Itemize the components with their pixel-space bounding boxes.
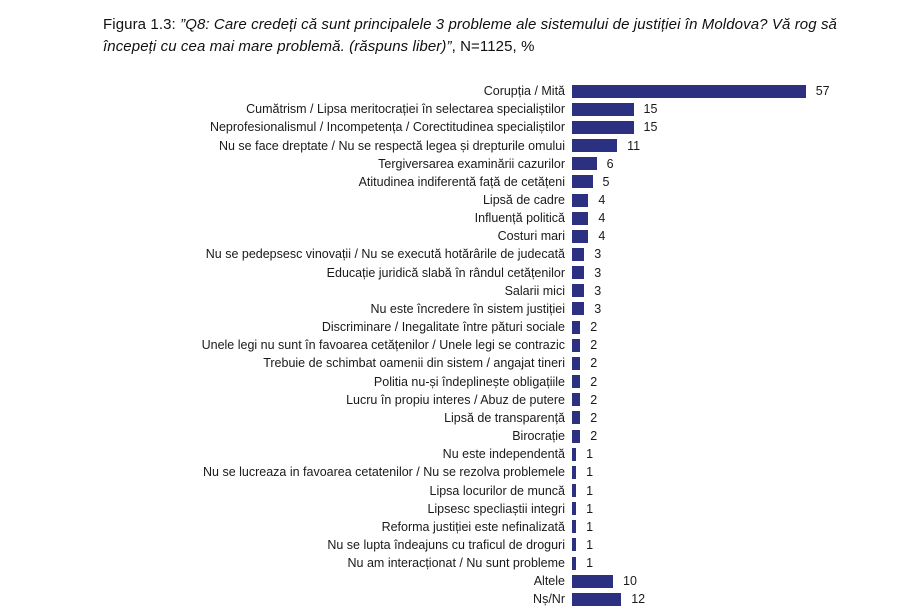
bar-value: 4 bbox=[598, 193, 606, 208]
chart-row bbox=[98, 318, 830, 336]
bar-value: 3 bbox=[594, 265, 602, 280]
bar bbox=[572, 212, 588, 225]
bar bbox=[572, 557, 576, 570]
bar-label: Cumătrism / Lipsa meritocrației în selectarea specialiștilor bbox=[246, 102, 565, 117]
bar-value: 1 bbox=[586, 447, 594, 462]
bar-label: Tergiversarea examinării cazurilor bbox=[378, 156, 565, 171]
bar bbox=[572, 194, 588, 207]
bar bbox=[572, 520, 576, 533]
bar bbox=[572, 538, 576, 551]
chart-row bbox=[98, 336, 830, 354]
figure-title-suffix: , N=1125, % bbox=[451, 38, 535, 55]
chart-row bbox=[98, 391, 830, 409]
bar-value: 2 bbox=[590, 392, 598, 407]
bar bbox=[572, 393, 580, 406]
bar-value: 6 bbox=[606, 156, 614, 171]
bar-label: Nu se lucreaza in favoarea cetatenilor / Nu se rezolva problemele bbox=[203, 465, 565, 480]
bar bbox=[572, 321, 580, 334]
chart-row bbox=[98, 445, 830, 463]
bar-label: Nu se pedepsesc vinovații / Nu se execută hotărârile de judecată bbox=[205, 247, 565, 262]
chart-row bbox=[98, 572, 830, 590]
bar-label: Nu este independentă bbox=[442, 447, 565, 462]
bar-label: Nu se lupta îndeajuns cu traficul de droguri bbox=[327, 537, 565, 552]
chart-row bbox=[98, 191, 830, 209]
bar-label: Corupția / Mită bbox=[483, 84, 565, 99]
chart-row bbox=[98, 409, 830, 427]
bar bbox=[572, 339, 580, 352]
bar bbox=[572, 448, 576, 461]
bar-value: 3 bbox=[594, 283, 602, 298]
bar bbox=[572, 575, 613, 588]
chart-row bbox=[98, 173, 830, 191]
bar-value: 15 bbox=[643, 102, 658, 117]
chart-row bbox=[98, 354, 830, 372]
bar-label: Atitudinea indiferentă față de cetățeni bbox=[358, 174, 565, 189]
bar bbox=[572, 248, 584, 261]
bar bbox=[572, 157, 597, 170]
chart-row bbox=[98, 536, 830, 554]
bar bbox=[572, 593, 621, 606]
bar-label: Birocrație bbox=[512, 429, 565, 444]
bar-value: 12 bbox=[631, 592, 646, 607]
bar-label: Nu am interacționat / Nu sunt probleme bbox=[347, 556, 565, 571]
bar-value: 15 bbox=[643, 120, 658, 135]
bar-label: Altele bbox=[533, 574, 565, 589]
bar bbox=[572, 411, 580, 424]
bar bbox=[572, 484, 576, 497]
chart-row bbox=[98, 590, 830, 608]
chart-row bbox=[98, 209, 830, 227]
figure-caption bbox=[103, 14, 875, 58]
chart-row bbox=[98, 118, 830, 136]
bar-value: 1 bbox=[586, 519, 594, 534]
bar bbox=[572, 121, 634, 134]
bar-label: Lucru în propiu interes / Abuz de putere bbox=[346, 392, 565, 407]
bar-value: 1 bbox=[586, 501, 594, 516]
chart-row bbox=[98, 100, 830, 118]
bar bbox=[572, 466, 576, 479]
bar bbox=[572, 139, 617, 152]
chart-row bbox=[98, 481, 830, 499]
chart-row bbox=[98, 427, 830, 445]
chart-row bbox=[98, 155, 830, 173]
bar-value: 2 bbox=[590, 410, 598, 425]
bar-label: Lipsesc specliaștii integri bbox=[427, 501, 565, 516]
bar-value: 2 bbox=[590, 338, 598, 353]
bar-value: 3 bbox=[594, 247, 602, 262]
bar-label: Unele legi nu sunt în favoarea cetățenilor / Unele legi se contrazic bbox=[201, 338, 565, 353]
bar bbox=[572, 357, 580, 370]
bar-value: 1 bbox=[586, 556, 594, 571]
bar-value: 2 bbox=[590, 429, 598, 444]
bar bbox=[572, 284, 584, 297]
chart-row bbox=[98, 264, 830, 282]
bar-value: 3 bbox=[594, 301, 602, 316]
figure-label: Figura 1.3: bbox=[103, 16, 176, 33]
chart-row bbox=[98, 82, 830, 100]
bar-label: Trebuie de schimbat oamenii din sistem / angajat tineri bbox=[263, 356, 565, 371]
bar-value: 5 bbox=[602, 174, 610, 189]
bar-value: 1 bbox=[586, 537, 594, 552]
bar bbox=[572, 175, 593, 188]
bar-label: Lipsă de transparență bbox=[444, 410, 565, 425]
bar bbox=[572, 85, 806, 98]
bar-label: Lipsă de cadre bbox=[482, 193, 565, 208]
chart-row bbox=[98, 136, 830, 154]
bar-label: Nș/Nr bbox=[533, 592, 565, 607]
bar bbox=[572, 430, 580, 443]
bar-label: Influență politică bbox=[474, 211, 565, 226]
bar-label: Neprofesionalismul / Incompetența / Corectitudinea specialiștilor bbox=[209, 120, 565, 135]
figure-title-quote: ”Q8: Care credeți că sunt principalele 3 probleme ale sistemului de justiției în Moldova? Vă rog să începeți cu cea mai mare problemă. (răspuns liber)” bbox=[103, 16, 837, 55]
bar-label: Reforma justiției este nefinalizată bbox=[381, 519, 565, 534]
bar-value: 2 bbox=[590, 320, 598, 335]
bar-value: 57 bbox=[815, 84, 830, 99]
bar-value: 1 bbox=[586, 465, 594, 480]
bar-label: Discriminare / Inegalitate între pături sociale bbox=[321, 320, 565, 335]
chart-row bbox=[98, 227, 830, 245]
bar-value: 2 bbox=[590, 356, 598, 371]
bar-label: Lipsa locurilor de muncă bbox=[429, 483, 565, 498]
bar-value: 4 bbox=[598, 229, 606, 244]
bar bbox=[572, 103, 634, 116]
bar-label: Educație juridică slabă în rândul cetățenilor bbox=[326, 265, 565, 280]
bar bbox=[572, 266, 584, 279]
bar bbox=[572, 302, 584, 315]
bar-value: 1 bbox=[586, 483, 594, 498]
bar-value: 4 bbox=[598, 211, 606, 226]
bar bbox=[572, 502, 576, 515]
chart-row bbox=[98, 300, 830, 318]
chart-row bbox=[98, 373, 830, 391]
bar-label: Nu se face dreptate / Nu se respectă legea și drepturile omului bbox=[218, 138, 565, 153]
bar-label: Nu este încredere în sistem justiției bbox=[370, 301, 565, 316]
bar-label: Politia nu-și îndeplinește obligațiile bbox=[373, 374, 565, 389]
chart-row bbox=[98, 282, 830, 300]
bar bbox=[572, 375, 580, 388]
chart-row bbox=[98, 518, 830, 536]
chart-row bbox=[98, 463, 830, 481]
chart-row bbox=[98, 245, 830, 263]
bar-label: Salarii mici bbox=[504, 283, 565, 298]
bar-value: 11 bbox=[627, 138, 641, 153]
bar-value: 10 bbox=[623, 574, 637, 589]
bar-chart bbox=[98, 82, 830, 609]
chart-row bbox=[98, 554, 830, 572]
bar bbox=[572, 230, 588, 243]
chart-row bbox=[98, 500, 830, 518]
bar-label: Costuri mari bbox=[497, 229, 565, 244]
bar-value: 2 bbox=[590, 374, 598, 389]
